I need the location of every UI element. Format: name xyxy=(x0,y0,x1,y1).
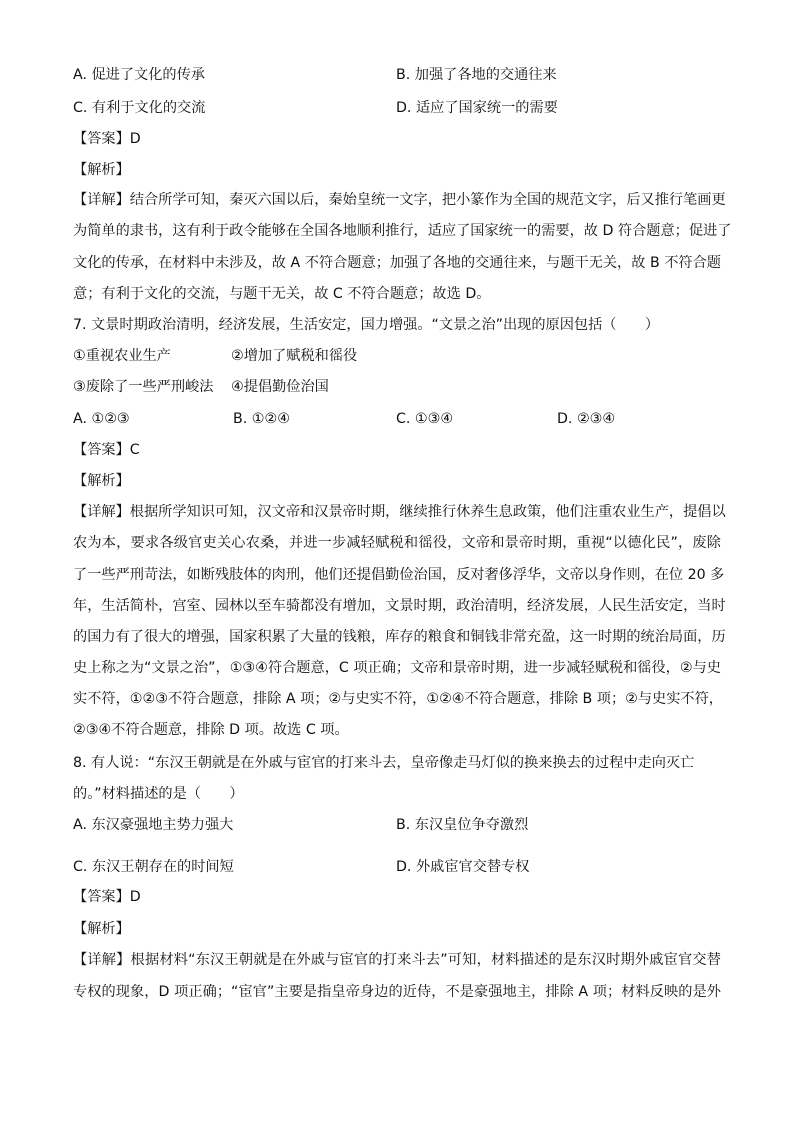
q8-detail-line: 专权的现象，D 项正确；“宦官”主要是指皇帝身边的近侍，不是豪强地主，排除 A 项；材料反映的是外 xyxy=(73,984,721,1000)
q7-item-3: ③废除了一些严刑峻法 xyxy=(73,379,214,395)
q7-option-b: B. ①②④ xyxy=(233,411,290,427)
q7-detail-line: 史上称之为“文景之治”，①③④符合题意，C 项正确；文帝和景帝时期，进一步减轻赋税和徭役，②与史 xyxy=(73,660,721,676)
q7-option-c: C. ①③④ xyxy=(396,411,454,427)
q6-detail-line: 为简单的隶书，这有利于政令能够在全国各地顺利推行，适应了国家统一的需要，故 D 符合题意；促进了 xyxy=(73,223,732,239)
q7-answer: 【答案】C xyxy=(73,442,140,458)
q7-detail-line: ②③④不符合题意，排除 D 项。故选 C 项。 xyxy=(73,722,349,738)
q6-option-b: B. 加强了各地的交通往来 xyxy=(396,67,557,83)
q7-detail-line: 农为本，要求各级官吏关心农桑，并进一步减轻赋税和徭役，文帝和景帝时期，重视“以德化民”，废除 xyxy=(73,535,721,551)
q7-detail-line: 实不符，①②③不符合题意，排除 A 项；②与史实不符，①②④不符合题意，排除 B 项；②与史实不符， xyxy=(73,691,723,707)
q7-detail-line: 【详解】根据所学知识可知，汉文帝和汉景帝时期，继续推行休养生息政策，他们注重农业生产，提倡以 xyxy=(73,504,726,520)
q6-detail-line: 文化的传承，在材料中未涉及，故 A 不符合题意；加强了各地的交通往来，与题干无关，故 B 不符合题 xyxy=(73,255,721,271)
q6-option-a: A. 促进了文化的传承 xyxy=(73,67,205,83)
q7-item-4: ④提倡勤俭治国 xyxy=(231,379,329,395)
q7-detail-line: 年，生活简朴，宫室、园林以至车骑都没有增加，文景时期，政治清明，经济发展，人民生活安定，当时 xyxy=(73,598,726,614)
q8-answer: 【答案】D xyxy=(73,889,141,905)
q8-stem-continued: 的。”材料描述的是（ ） xyxy=(73,786,244,802)
q7-option-a: A. ①②③ xyxy=(73,411,130,427)
q8-detail-line: 【详解】根据材料“东汉王朝就是在外戚与宦官的打来斗去”可知，材料描述的是东汉时期外戚宦官交替 xyxy=(73,952,721,968)
q7-item-1: ①重视农业生产 xyxy=(73,348,171,364)
q7-detail-line: 了一些严刑苛法，如断残肢体的肉刑，他们还提倡勤俭治国，反对奢侈浮华，文帝以身作则，在位 20 多 xyxy=(73,567,725,583)
q8-stem: 8. 有人说：“东汉王朝就是在外戚与宦官的打来斗去，皇帝像走马灯似的换来换去的过程中走向灭亡 xyxy=(73,755,695,771)
q6-option-d: D. 适应了国家统一的需要 xyxy=(396,100,558,116)
q8-option-d: D. 外戚宦官交替专权 xyxy=(396,859,530,875)
q6-analysis-heading: 【解析】 xyxy=(73,162,130,178)
q7-item-2: ②增加了赋税和徭役 xyxy=(231,348,358,364)
q7-detail-line: 的国力有了很大的增强，国家积累了大量的钱粮，库存的粮食和铜钱非常充盈，这一时期的统治局面，历 xyxy=(73,629,726,645)
q6-option-c: C. 有利于文化的交流 xyxy=(73,100,206,116)
q6-detail-line: 【详解】结合所学可知，秦灭六国以后，秦始皇统一文字，把小篆作为全国的规范文字，后又推行笔画更 xyxy=(73,192,726,208)
q8-option-a: A. 东汉豪强地主势力强大 xyxy=(73,817,234,833)
q8-option-c: C. 东汉王朝存在的时间短 xyxy=(73,859,234,875)
q6-answer: 【答案】D xyxy=(73,131,141,147)
q6-detail-line: 意；有利于文化的交流，与题干无关，故 C 不符合题意；故选 D。 xyxy=(73,286,491,302)
q8-analysis-heading: 【解析】 xyxy=(73,921,130,937)
q7-option-d: D. ②③④ xyxy=(557,411,616,427)
q7-stem: 7. 文景时期政治清明，经济发展，生活安定，国力增强。“文景之治”出现的原因包括（ ） xyxy=(73,317,660,333)
q7-analysis-heading: 【解析】 xyxy=(73,473,130,489)
q8-option-b: B. 东汉皇位争夺激烈 xyxy=(396,817,529,833)
